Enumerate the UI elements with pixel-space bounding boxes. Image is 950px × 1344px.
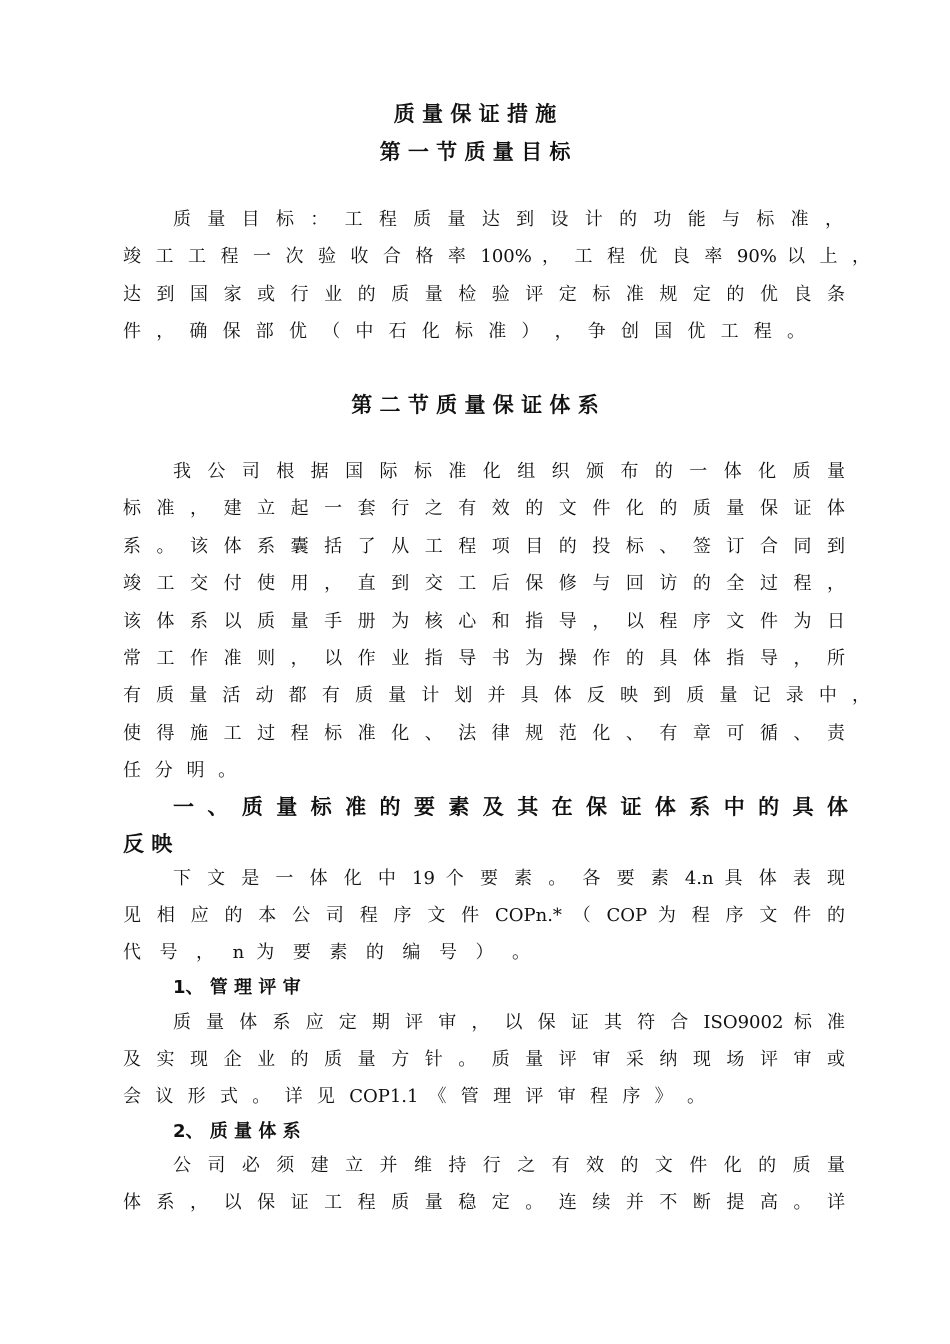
- paragraph-line: 代 号 ， n 为 要 素 的 编 号 ） 。: [123, 942, 530, 963]
- paragraph-line: 我 公 司 根 据 国 际 标 准 化 组 织 颁 布 的 一 体 化 质 量: [173, 461, 845, 482]
- paragraph-line: 有 质 量 活 动 都 有 质 量 计 划 并 具 体 反 映 到 质 量 记 录 中 ，: [123, 685, 870, 706]
- paragraph-line: 下 文 是 一 体 化 中 19 个 要 素 。 各 要 素 4.n 具 体 表 现: [173, 868, 845, 889]
- item-1-heading: 1、 管 理 评 审: [173, 977, 301, 998]
- paragraph-line: 系 。 该 体 系 囊 括 了 从 工 程 项 目 的 投 标 、 签 订 合 同 到: [123, 536, 845, 557]
- paragraph-line: 质 量 目 标 ： 工 程 质 量 达 到 设 计 的 功 能 与 标 准 ，: [173, 209, 843, 230]
- paragraph-line: 会 议 形 式 。 详 见 COP1.1 《 管 理 评 审 程 序 》 。: [123, 1086, 705, 1107]
- paragraph-line: 竣 工 工 程 一 次 验 收 合 格 率 100% ， 工 程 优 良 率 90% 以 上 ，: [123, 246, 870, 267]
- paragraph-line: 件 ， 确 保 部 优 （ 中 石 化 标 准 ） ， 争 创 国 优 工 程 。: [123, 321, 805, 342]
- paragraph-line: 公 司 必 须 建 立 并 维 持 行 之 有 效 的 文 件 化 的 质 量: [173, 1155, 845, 1176]
- document-title: 质 量 保 证 措 施: [393, 102, 557, 126]
- section-1-heading: 第 一 节 质 量 目 标: [379, 140, 571, 164]
- subsection-heading-line: 反 映: [123, 832, 173, 856]
- paragraph-line: 体 系 ， 以 保 证 工 程 质 量 稳 定 。 连 续 并 不 断 提 高 。 详: [123, 1192, 845, 1213]
- subsection-heading-line: 一 、 质 量 标 准 的 要 素 及 其 在 保 证 体 系 中 的 具 体: [173, 795, 848, 819]
- paragraph-line: 任 分 明 。: [123, 760, 241, 781]
- paragraph-line: 质 量 体 系 应 定 期 评 审 ， 以 保 证 其 符 合 ISO9002 标 准: [173, 1012, 845, 1033]
- paragraph-line: 使 得 施 工 过 程 标 准 化 、 法 律 规 范 化 、 有 章 可 循 、 责: [123, 723, 845, 744]
- paragraph-line: 该 体 系 以 质 量 手 册 为 核 心 和 指 导 ， 以 程 序 文 件 为 日: [123, 611, 845, 632]
- paragraph-line: 标 准 ， 建 立 起 一 套 行 之 有 效 的 文 件 化 的 质 量 保 证 体: [123, 498, 845, 519]
- paragraph-line: 常 工 作 准 则 ， 以 作 业 指 导 书 为 操 作 的 具 体 指 导 ， 所: [123, 648, 845, 669]
- paragraph-line: 及 实 现 企 业 的 质 量 方 针 。 质 量 评 审 采 纳 现 场 评 审 或: [123, 1049, 845, 1070]
- paragraph-line: 达 到 国 家 或 行 业 的 质 量 检 验 评 定 标 准 规 定 的 优 良 条: [123, 284, 845, 305]
- paragraph-line: 见 相 应 的 本 公 司 程 序 文 件 COPn.* （ COP 为 程 序 文 件 的: [123, 905, 845, 926]
- section-2-heading: 第 二 节 质 量 保 证 体 系: [351, 393, 599, 417]
- item-2-heading: 2、 质 量 体 系: [173, 1121, 301, 1142]
- paragraph-line: 竣 工 交 付 使 用 ， 直 到 交 工 后 保 修 与 回 访 的 全 过 程 ，: [123, 573, 845, 594]
